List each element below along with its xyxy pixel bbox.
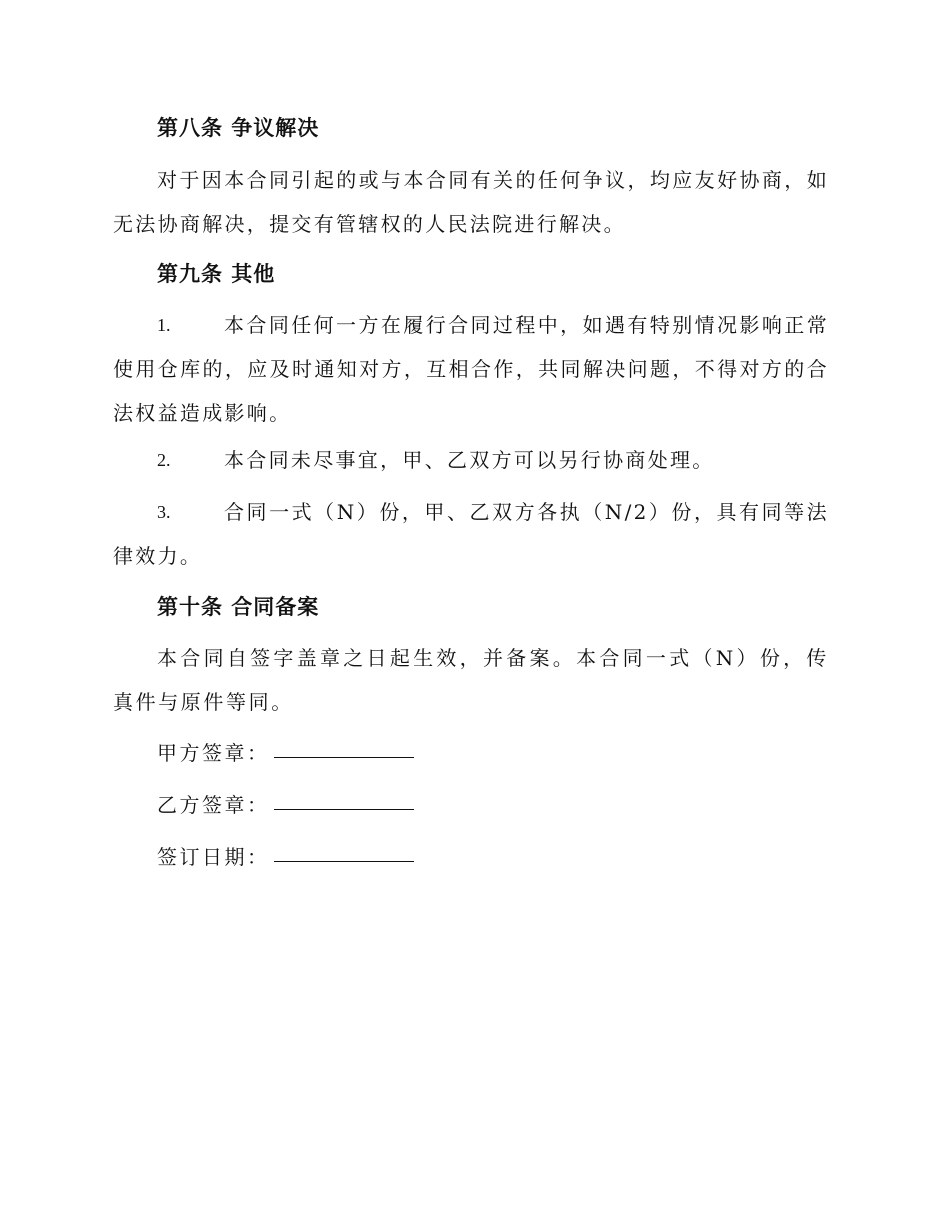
signature-line: [274, 861, 414, 862]
signature-line: [274, 757, 414, 758]
article-8-body: 对于因本合同引起的或与本合同有关的任何争议，均应友好协商，如无法协商解决，提交有管辖权的人民法院进行解决。: [113, 168, 829, 236]
list-item-text: 合同一式（N）份，甲、乙双方各执（N/2）份，具有同等法律效力。: [113, 500, 829, 568]
signature-label: 甲方签章：: [157, 741, 270, 765]
article-9-heading: 第九条 其他: [157, 261, 276, 286]
list-number: 1.: [157, 315, 171, 335]
signature-party-a: [157, 739, 414, 767]
signature-date: [157, 843, 414, 871]
signature-line: [274, 809, 414, 810]
list-item-text: 本合同任何一方在履行合同过程中，如遇有特别情况影响正常使用仓库的，应及时通知对方，互相合作，共同解决问题，不得对方的合法权益造成影响。: [113, 313, 829, 425]
article-10-heading: 第十条 合同备案: [157, 594, 320, 619]
article-10-body: 本合同自签字盖章之日起生效，并备案。本合同一式（N）份，传真件与原件等同。: [113, 646, 829, 714]
list-number: 2.: [157, 450, 171, 470]
signature-party-b: [157, 791, 414, 819]
signature-label: 乙方签章：: [157, 793, 270, 817]
article-9-item-1: [113, 303, 829, 435]
article-9-item-2: [113, 438, 829, 482]
signature-label: 签订日期：: [157, 845, 270, 869]
list-item-text: 本合同未尽事宜，甲、乙双方可以另行协商处理。: [224, 448, 715, 472]
article-9-item-3: [113, 490, 829, 578]
article-8-heading: 第八条 争议解决: [157, 115, 320, 140]
list-number: 3.: [157, 502, 171, 522]
